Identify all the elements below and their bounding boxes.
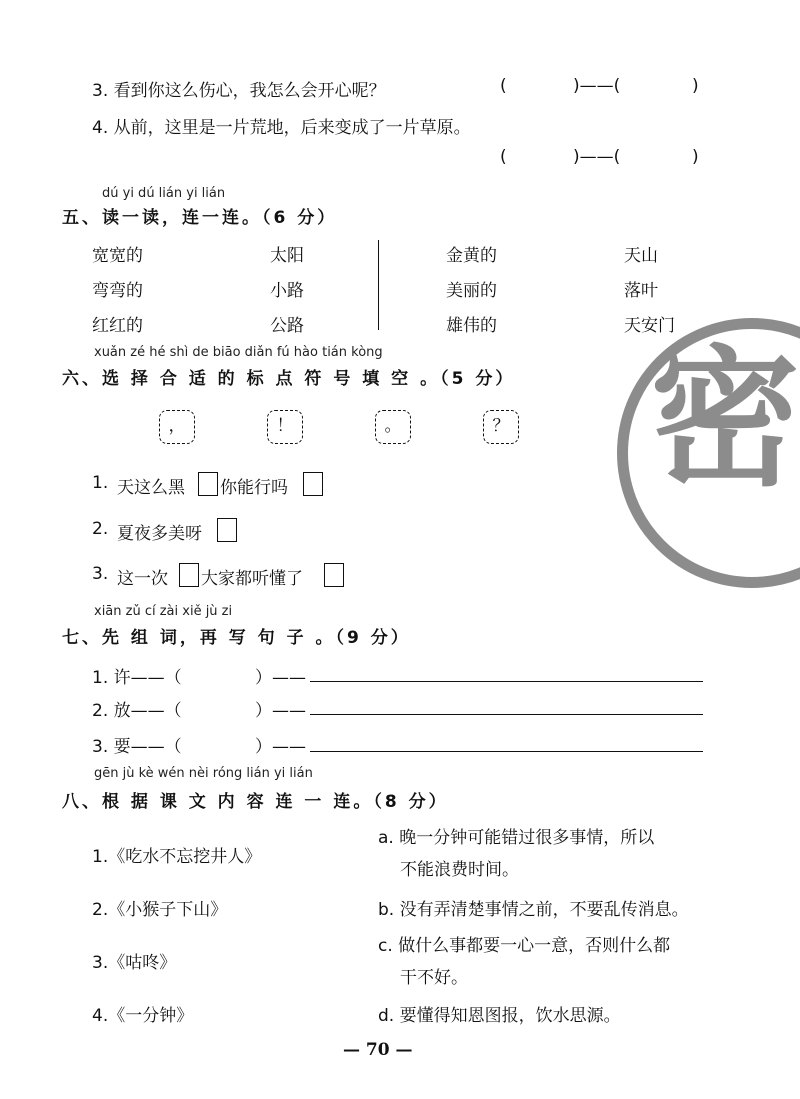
match-left-noun-1: 太阳 xyxy=(270,246,304,266)
fill-item-1-part-2: 你能行吗 xyxy=(220,478,288,498)
punctuation-period: 。 xyxy=(375,410,411,444)
punctuation-question: ？ xyxy=(483,410,519,444)
fill-item-1-part-1: 天这么黑 xyxy=(117,478,185,498)
word-item-2-label: 2. 放——（ xyxy=(92,701,182,721)
fill-item-1-num: 1. xyxy=(92,473,109,493)
match-left-noun-3: 公路 xyxy=(270,316,304,336)
answer-pair-4-mid: )——( xyxy=(573,147,621,167)
answer-pair-4-open: ( xyxy=(500,147,507,167)
sentence-line[interactable] xyxy=(310,751,703,752)
text-title-3: 3.《咕咚》 xyxy=(92,953,177,973)
match-right-adj-1: 金黄的 xyxy=(446,246,497,266)
text-title-2: 2.《小猴子下山》 xyxy=(92,900,228,920)
section5-title: 五、读一读，连一连。（6 分） xyxy=(62,208,338,228)
text-title-4: 4.《一分钟》 xyxy=(92,1006,194,1026)
section8-title: 八、根 据 课 文 内 容 连 一 连。（8 分） xyxy=(62,792,449,812)
fill-box[interactable] xyxy=(303,472,323,496)
fill-item-3-num: 3. xyxy=(92,564,109,584)
sentence-line[interactable] xyxy=(310,714,703,715)
confidential-stamp-char: 密 xyxy=(650,333,800,507)
fill-item-2-num: 2. xyxy=(92,519,109,539)
word-item-1-close: ）—— xyxy=(255,668,306,688)
word-item-3-close: ）—— xyxy=(255,737,306,757)
match-left-adj-2: 弯弯的 xyxy=(92,281,143,301)
sentence-line[interactable] xyxy=(310,681,703,682)
fill-item-3-part-2: 大家都听懂了 xyxy=(201,569,303,589)
answer-pair-3-close: ) xyxy=(692,76,699,96)
punctuation-exclamation: ！ xyxy=(267,410,303,444)
match-left-adj-3: 红红的 xyxy=(92,316,143,336)
punctuation-comma: ， xyxy=(159,410,195,444)
page-number: — 70 — xyxy=(343,1040,413,1060)
question-3-text: 3. 看到你这么伤心，我怎么会开心呢？ xyxy=(92,81,386,101)
word-item-2-close: ）—— xyxy=(255,701,306,721)
text-title-1: 1.《吃水不忘挖井人》 xyxy=(92,847,262,867)
word-item-1-label: 1. 许——（ xyxy=(92,668,182,688)
fill-item-3-part-1: 这一次 xyxy=(117,569,168,589)
match-right-noun-1: 天山 xyxy=(624,246,658,266)
match-left-adj-1: 宽宽的 xyxy=(92,246,143,266)
option-b-line1: b. 没有弄清楚事情之前，不要乱传消息。 xyxy=(378,900,689,920)
option-c-line2: 干不好。 xyxy=(400,968,468,988)
word-item-3-label: 3. 要——（ xyxy=(92,737,182,757)
match-right-adj-3: 雄伟的 xyxy=(446,316,497,336)
question-4-text: 4. 从前，这里是一片荒地，后来变成了一片草原。 xyxy=(92,118,471,138)
section7-title: 七、先 组 词，再 写 句 子 。（9 分） xyxy=(62,628,411,648)
section8-pinyin: gēn jù kè wén nèi róng lián yi lián xyxy=(94,766,313,781)
section7-pinyin: xiān zǔ cí zài xiě jù zi xyxy=(94,604,233,619)
column-divider xyxy=(378,240,379,330)
fill-box[interactable] xyxy=(217,518,237,542)
section5-pinyin: dú yi dú lián yi lián xyxy=(102,186,226,201)
section6-title: 六、选 择 合 适 的 标 点 符 号 填 空 。（5 分） xyxy=(62,369,516,389)
match-left-noun-2: 小路 xyxy=(270,281,304,301)
answer-pair-3-mid: )——( xyxy=(573,76,621,96)
option-a-line2: 不能浪费时间。 xyxy=(400,860,519,880)
answer-pair-4-close: ) xyxy=(692,147,699,167)
fill-box[interactable] xyxy=(198,472,218,496)
fill-box[interactable] xyxy=(324,563,344,587)
fill-item-2-part-1: 夏夜多美呀 xyxy=(117,524,202,544)
match-right-noun-2: 落叶 xyxy=(624,281,658,301)
option-a-line1: a. 晚一分钟可能错过很多事情，所以 xyxy=(378,828,655,848)
answer-pair-3-open: ( xyxy=(500,76,507,96)
option-c-line1: c. 做什么事都要一心一意，否则什么都 xyxy=(378,936,671,956)
option-d-line1: d. 要懂得知恩图报，饮水思源。 xyxy=(378,1006,621,1026)
section6-pinyin: xuǎn zé hé shì de biāo diǎn fú hào tián kòng xyxy=(94,345,383,360)
match-right-adj-2: 美丽的 xyxy=(446,281,497,301)
fill-box[interactable] xyxy=(179,563,199,587)
match-right-noun-3: 天安门 xyxy=(624,316,675,336)
